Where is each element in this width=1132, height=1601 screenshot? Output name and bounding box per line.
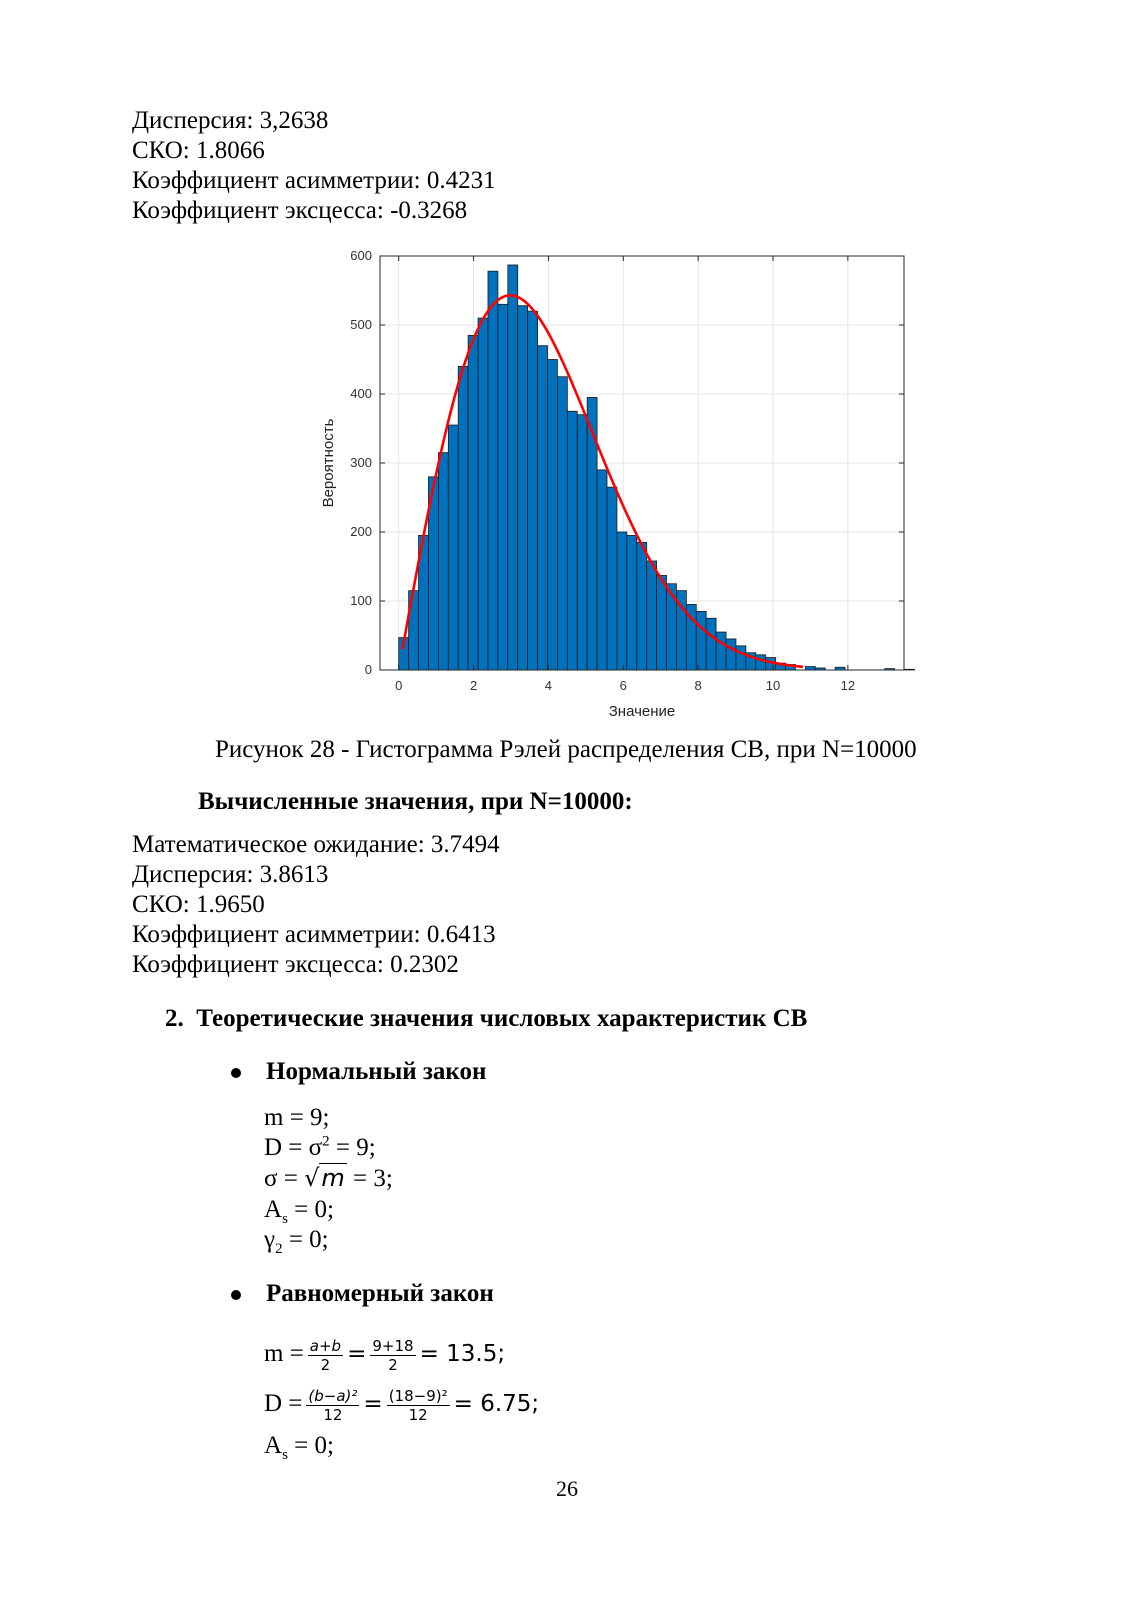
normal-gamma2-main: γ <box>264 1226 276 1253</box>
y-tick-label: 200 <box>350 524 372 539</box>
uniform-D <box>264 1387 539 1424</box>
histogram-bar <box>617 532 627 670</box>
histogram-bar <box>597 470 607 670</box>
x-tick-label: 8 <box>694 678 702 693</box>
fraction-numerator: (18−9)² <box>388 1387 448 1405</box>
uniform-As <box>264 1431 334 1461</box>
sqrt-expression: √m <box>304 1164 345 1192</box>
histogram-bar <box>607 487 617 670</box>
histogram-bar <box>448 425 458 670</box>
histogram-bar <box>696 611 706 670</box>
uniform-As-main: A <box>264 1432 283 1459</box>
computed-heading: Вычисленные значения, при N=10000: <box>198 788 633 815</box>
uniform-m-prefix: m = <box>264 1340 304 1368</box>
histogram-bar <box>478 318 488 670</box>
histogram-bar <box>458 366 468 670</box>
bullet-icon <box>231 1068 241 1078</box>
histogram-chart <box>300 238 920 728</box>
histogram-bar <box>905 669 915 670</box>
stat-kurtosis-1: Коэффициент эксцесса: -0.3268 <box>132 197 468 224</box>
histogram-bar <box>637 542 647 670</box>
normal-As-suffix: = 0; <box>287 1196 334 1223</box>
histogram-bar <box>657 575 667 670</box>
histogram-bar <box>805 667 815 670</box>
histogram-bar <box>567 411 577 670</box>
histogram-bar <box>508 265 518 670</box>
fraction-denominator: 2 <box>320 1356 331 1374</box>
stat-mean-2: Математическое ожидание: 3.7494 <box>132 831 500 858</box>
normal-gamma2-sub: 2 <box>275 1241 283 1257</box>
normal-gamma2-suffix: = 0; <box>282 1226 329 1253</box>
section-2-heading <box>165 1004 807 1034</box>
normal-m: m = 9; <box>264 1104 330 1131</box>
fraction-denominator: 12 <box>323 1406 343 1424</box>
fraction-numerator: (b−a)² <box>308 1387 358 1405</box>
histogram-bar <box>557 377 567 670</box>
normal-sigma-suffix: = 3; <box>346 1165 393 1192</box>
stat-dispersion-2: Дисперсия: 3.8613 <box>132 861 329 888</box>
normal-As-main: A <box>264 1196 283 1223</box>
fraction-denominator: 2 <box>388 1356 398 1374</box>
bullet-icon <box>231 1290 241 1300</box>
histogram-bar <box>716 632 726 670</box>
histogram-bar <box>736 646 746 670</box>
x-axis-label: Значение <box>608 703 676 720</box>
x-tick-label: 6 <box>619 678 627 693</box>
histogram-bar <box>726 639 736 670</box>
normal-D-prefix: D = σ <box>264 1134 323 1161</box>
histogram-bar <box>518 306 528 670</box>
y-axis-label: Вероятность <box>320 418 337 508</box>
equals-sign: = <box>347 1341 367 1368</box>
uniform-D-prefix: D = <box>264 1390 303 1418</box>
fraction-9-plus-18 <box>370 1337 415 1374</box>
uniform-As-sub: s <box>282 1447 288 1463</box>
normal-sigma <box>264 1163 393 1194</box>
y-tick-label: 0 <box>364 662 372 677</box>
histogram-bar <box>547 360 557 671</box>
fraction-18-minus-9 <box>387 1387 450 1424</box>
y-tick-label: 600 <box>350 248 372 263</box>
fraction-numerator: a+b <box>309 1337 342 1355</box>
x-tick-label: 2 <box>469 678 478 693</box>
histogram-bar <box>498 304 508 670</box>
figure-caption: Рисунок 28 - Гистограмма Рэлей распределения СВ, при N=10000 <box>215 736 917 763</box>
normal-gamma2 <box>264 1225 329 1255</box>
uniform-As-suffix: = 0; <box>287 1432 334 1459</box>
histogram-bar <box>627 535 637 670</box>
stat-sko-2: СКО: 1.9650 <box>132 891 265 918</box>
y-tick-label: 300 <box>350 455 372 470</box>
uniform-D-result: = 6.75; <box>453 1391 540 1418</box>
x-tick-label: 10 <box>765 678 781 693</box>
x-tick-label: 4 <box>544 678 553 693</box>
x-tick-label: 0 <box>395 678 403 693</box>
histogram-bar <box>468 335 478 670</box>
histogram-bar <box>756 655 766 670</box>
stat-kurtosis-2: Коэффициент эксцесса: 0.2302 <box>132 951 459 978</box>
histogram-bar <box>528 311 538 670</box>
histogram-bar <box>538 346 548 670</box>
fraction-numerator: 9+18 <box>372 1337 414 1355</box>
y-tick-label: 100 <box>350 593 372 608</box>
normal-law-title: Нормальный закон <box>266 1058 487 1085</box>
page-number: 26 <box>556 1476 578 1501</box>
y-tick-label: 500 <box>350 317 372 332</box>
normal-D-suffix: = 9; <box>329 1134 376 1161</box>
normal-D-sup: 2 <box>322 1133 330 1150</box>
x-tick-label: 12 <box>840 678 856 693</box>
histogram-bar <box>488 271 498 670</box>
histogram-bar <box>577 415 587 670</box>
sqrt-radicand: m <box>321 1164 345 1192</box>
normal-sigma-prefix: σ = <box>264 1165 305 1192</box>
stat-dispersion-1: Дисперсия: 3,2638 <box>132 107 329 134</box>
normal-As <box>264 1195 334 1225</box>
uniform-m-result: = 13.5; <box>419 1341 506 1368</box>
section-2-title: Теоретические значения числовых характеристик СВ <box>196 1005 808 1032</box>
stat-skewness-1: Коэффициент асимметрии: 0.4231 <box>132 167 496 194</box>
histogram-bar <box>706 618 716 670</box>
y-tick-label: 400 <box>350 386 372 401</box>
stat-skewness-2: Коэффициент асимметрии: 0.6413 <box>132 921 496 948</box>
section-2-number: 2. <box>165 1005 184 1032</box>
normal-D <box>264 1133 376 1163</box>
uniform-m <box>264 1337 505 1374</box>
normal-As-sub: s <box>282 1211 288 1227</box>
equals-sign: = <box>363 1391 383 1418</box>
stat-sko-1: СКО: 1.8066 <box>132 137 265 164</box>
histogram-bar <box>647 561 657 670</box>
histogram-bar <box>438 453 448 670</box>
fraction-b-minus-a <box>306 1387 359 1424</box>
fraction-denominator: 12 <box>408 1406 428 1424</box>
uniform-law-title: Равномерный закон <box>266 1280 494 1307</box>
fraction-a-plus-b <box>308 1337 343 1374</box>
